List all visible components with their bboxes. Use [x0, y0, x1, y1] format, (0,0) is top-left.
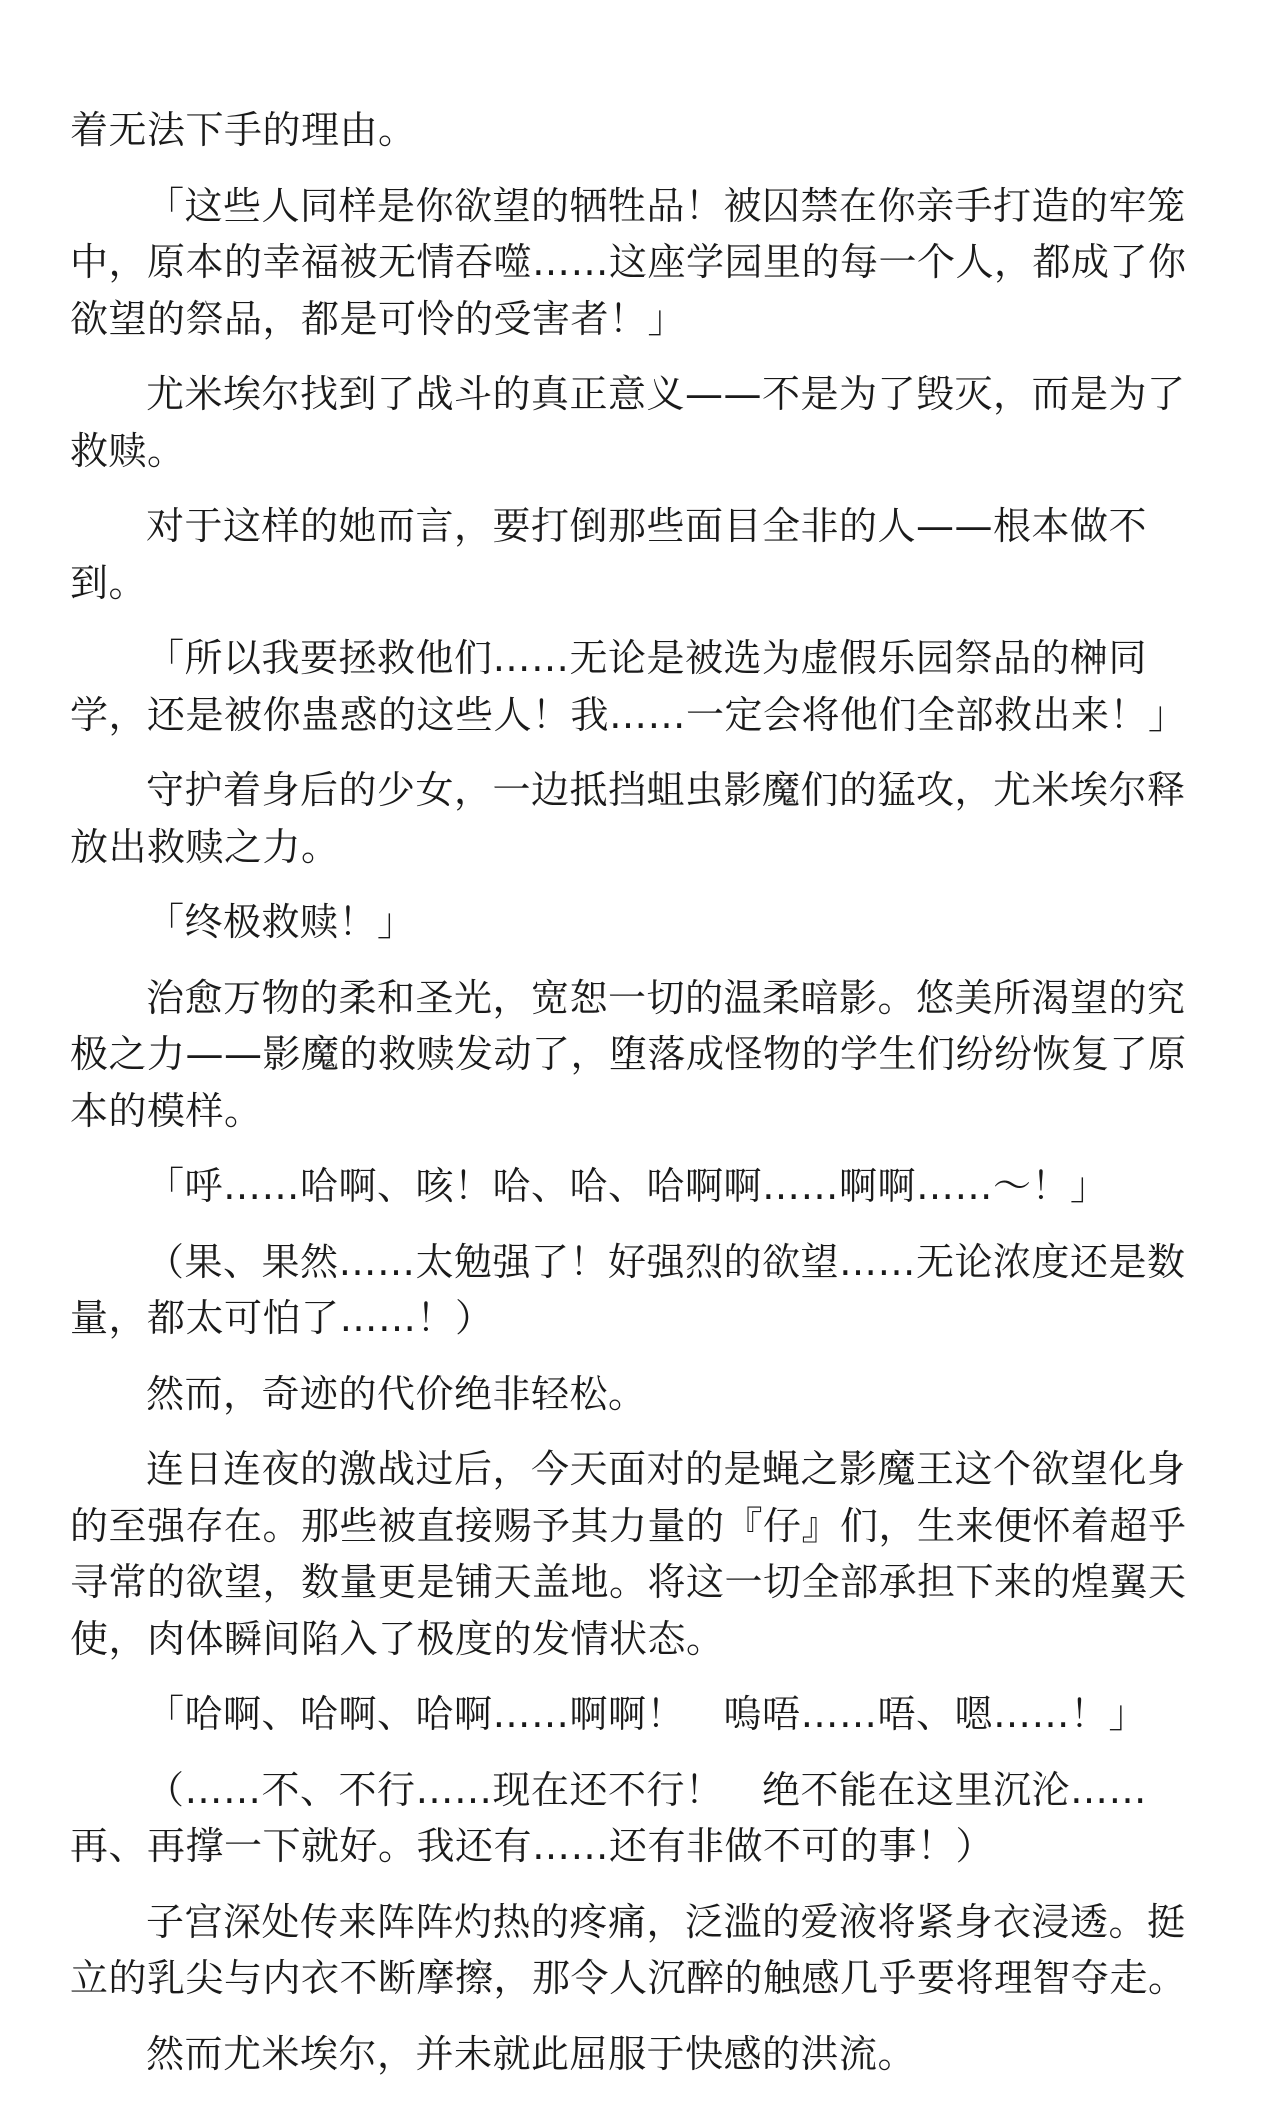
paragraph: 「这些人同样是你欲望的牺牲品！被囚禁在你亲手打造的牢笼中，原本的幸福被无情吞噬……这座学园里的每一个人，都成了你欲望的祭品，都是可怜的受害者！」 — [70, 183, 1187, 341]
document-page — [70, 102, 1220, 2101]
paragraph: 「所以我要拯救他们……无论是被选为虚假乐园祭品的榊同学，还是被你蛊惑的这些人！我……一定会将他们全部救出来！」 — [70, 636, 1187, 737]
paragraph: 对于这样的她而言，要打倒那些面目全非的人——根本做不到。 — [70, 504, 1148, 605]
paragraph: （……不、不行……现在还不行！ 绝不能在这里沉沦……再、再撑一下就好。我还有……还有非做不可的事！） — [70, 1767, 1148, 1868]
paragraph: 子宫深处传来阵阵灼热的疼痛，泛滥的爱液将紧身衣浸透。挺立的乳尖与内衣不断摩擦，那令人沉醉的触感几乎要将理智夺走。 — [70, 1899, 1187, 2000]
paragraph: 然而尤米埃尔，并未就此屈服于快感的洪流。 — [146, 2031, 917, 2076]
paragraph: 守护着身后的少女，一边抵挡蛆虫影魔们的猛攻，尤米埃尔释放出救赎之力。 — [70, 768, 1186, 869]
paragraph: 「哈啊、哈啊、哈啊……啊啊！ 嗚唔……唔、嗯……！」 — [146, 1692, 1148, 1736]
paragraph: 「呼……哈啊、咳！哈、哈、哈啊啊……啊啊……～！」 — [146, 1164, 1109, 1208]
paragraph: 然而，奇迹的代价绝非轻松。 — [146, 1371, 647, 1416]
paragraph: （果、果然……太勉强了！好强烈的欲望……无论浓度还是数量，都太可怕了……！） — [70, 1239, 1186, 1340]
paragraph: 尤米埃尔找到了战斗的真正意义——不是为了毁灭，而是为了救赎。 — [70, 372, 1186, 473]
paragraph: 「终极救赎！」 — [146, 900, 416, 944]
paragraph: 着无法下手的理由。 — [70, 108, 417, 152]
paragraph: 治愈万物的柔和圣光，宽恕一切的温柔暗影。悠美所渴望的究极之力——影魔的救赎发动了，堕落成怪物的学生们纷纷恢复了原本的模样。 — [70, 975, 1187, 1133]
paragraph: 连日连夜的激战过后，今天面对的是蝇之影魔王这个欲望化身的至强存在。那些被直接赐予其力量的『仔』们，生来便怀着超乎寻常的欲望，数量更是铺天盖地。将这一切全部承担下来的煌翼天使，肉体瞬间陷入了极度的发情状态。 — [70, 1447, 1187, 1661]
